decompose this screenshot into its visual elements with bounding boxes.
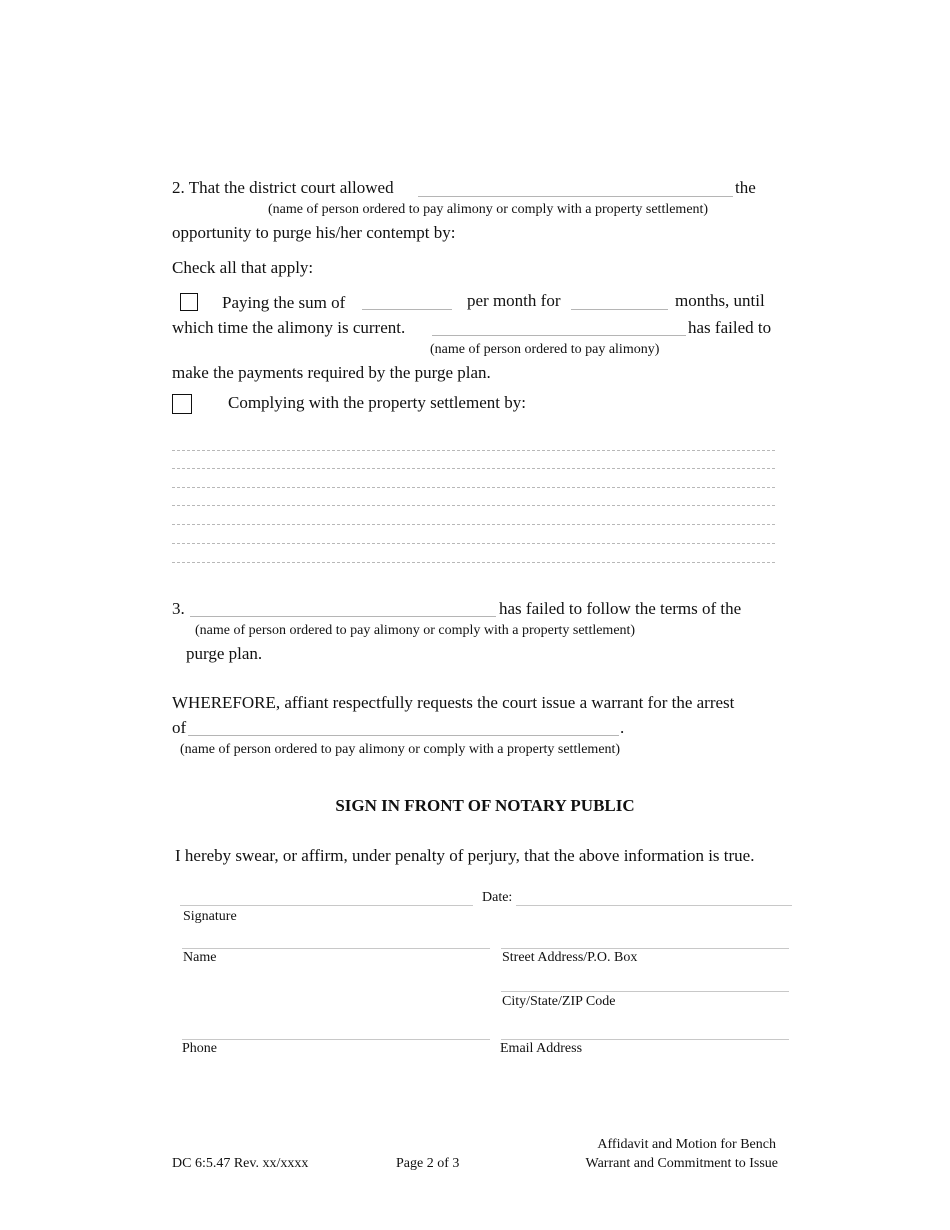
alimony-payer-name-field[interactable] [432,335,686,336]
pay-sum-line2-b: has failed to [688,318,772,337]
item2-prefix: 2. That the district court allowed [172,178,394,197]
signature-field[interactable] [180,905,473,906]
date-label: Date: [482,890,513,905]
item2-caption: (name of person ordered to pay alimony or comply with a property settlement) [268,202,709,217]
city-state-zip-field[interactable] [501,991,789,992]
item3-prefix: 3. [172,599,185,618]
item2-name-field[interactable] [418,196,733,197]
arrest-name-field[interactable] [188,735,619,736]
wherefore-line1: WHEREFORE, affiant respectfully requests the court issue a warrant for the arrest [172,693,735,712]
wherefore-caption: (name of person ordered to pay alimony or comply with a property settlement) [180,742,621,757]
city-state-zip-label: City/State/ZIP Code [502,994,616,1009]
writing-line[interactable] [172,468,775,469]
property-settlement-text: Complying with the property settlement by: [228,393,526,412]
street-address-label: Street Address/P.O. Box [502,950,638,965]
item3-suffix: has failed to follow the terms of the [499,599,742,618]
footer-page-number: Page 2 of 3 [396,1156,460,1171]
check-all-instruction: Check all that apply: [172,258,314,277]
writing-line[interactable] [172,543,775,544]
footer-form-title-line1: Affidavit and Motion for Bench [597,1137,776,1152]
pay-sum-text-b: per month for [467,291,561,310]
item3-continuation: purge plan. [186,644,263,663]
footer-form-title-line2: Warrant and Commitment to Issue [585,1156,778,1171]
property-settlement-checkbox[interactable] [172,394,192,414]
writing-line[interactable] [172,450,775,451]
item2-suffix: the [735,178,756,197]
phone-field[interactable] [182,1039,490,1040]
pay-sum-text-c: months, until [675,291,765,310]
item2-continuation: opportunity to purge his/her contempt by: [172,223,456,242]
pay-sum-line3: make the payments required by the purge plan. [172,363,491,382]
pay-sum-line2-a: which time the alimony is current. [172,318,406,337]
item3-caption: (name of person ordered to pay alimony or comply with a property settlement) [195,623,636,638]
writing-line[interactable] [172,562,775,563]
wherefore-period: . [620,718,625,737]
writing-line[interactable] [172,524,775,525]
pay-sum-checkbox[interactable] [180,293,198,311]
name-field[interactable] [182,948,490,949]
signature-label: Signature [183,909,237,924]
street-address-field[interactable] [501,948,789,949]
item3-name-field[interactable] [190,616,496,617]
phone-label: Phone [182,1041,217,1056]
wherefore-of: of [172,718,187,737]
months-count-field[interactable] [571,309,668,310]
email-field[interactable] [501,1039,789,1040]
pay-sum-text-a: Paying the sum of [222,293,346,312]
date-field[interactable] [516,905,792,906]
name-label: Name [183,950,217,965]
email-label: Email Address [500,1041,583,1056]
footer-form-number: DC 6:5.47 Rev. xx/xxxx [172,1156,309,1171]
monthly-amount-field[interactable] [362,309,452,310]
pay-sum-caption: (name of person ordered to pay alimony) [430,342,660,357]
writing-line[interactable] [172,505,775,506]
writing-line[interactable] [172,487,775,488]
oath-statement: I hereby swear, or affirm, under penalty of perjury, that the above information is true. [175,846,755,865]
notary-heading: SIGN IN FRONT OF NOTARY PUBLIC [335,796,635,815]
